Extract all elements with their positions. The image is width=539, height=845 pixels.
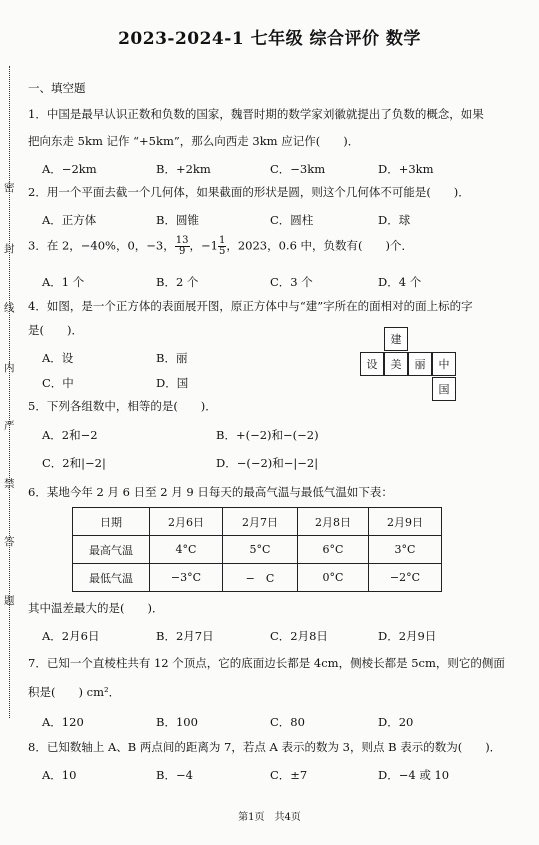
seal-char: 禁 (4, 478, 15, 490)
q3-option-c: C．3 个 (270, 275, 313, 289)
cube-net-face: 建 (384, 327, 408, 351)
section-heading: 一、填空题 (28, 81, 86, 95)
table-cell: −3°C (150, 564, 223, 592)
table-row (73, 564, 442, 592)
q3-option-b: B．2 个 (156, 275, 199, 289)
table-header-cell: 2月8日 (298, 508, 369, 536)
seal-char: 封 (4, 243, 15, 255)
question-1-text: 把向东走 5km 记作 “+5km”，那么向西走 3km 应记作( )． (28, 134, 360, 148)
seal-char: 题 (4, 595, 15, 607)
temperature-table (72, 507, 442, 592)
q3-text-pre: 3．在 2，−40%，0，−3， (28, 238, 175, 253)
q2-option-d: D．球 (378, 213, 411, 227)
table-header-cell: 2月7日 (223, 508, 298, 536)
question-5-text: 5．下列各组数中，相等的是( )． (28, 399, 217, 413)
cube-net-face: 国 (432, 377, 456, 401)
q4-option-c: C．中 (42, 376, 74, 390)
table-header-cell: 2月6日 (150, 508, 223, 536)
q6-option-b: B．2月7日 (156, 629, 214, 643)
q2-option-c: C．圆柱 (270, 213, 314, 227)
q4-option-a: A．设 (42, 351, 74, 365)
q8-option-b: B．−4 (156, 768, 193, 782)
question-2-text: 2．用一个平面去截一个几何体，如果截面的形状是圆，则这个几何体不可能是( )． (28, 185, 470, 199)
table-cell: 最低气温 (73, 564, 150, 592)
q4-option-d: D．国 (156, 376, 189, 390)
q2-option-b: B．圆锥 (156, 213, 199, 227)
page-title: 2023-2024-1 七年级 综合评价 数学 (118, 29, 421, 49)
table-cell: 6°C (298, 536, 369, 564)
question-4-text: 4．如图，是一个正方体的表面展开图，原正方体中与“建”字所在的面相对的面上标的字 (28, 299, 473, 313)
q3-option-d: D．4 个 (378, 275, 422, 289)
question-1-text: 1．中国是最早认识正数和负数的国家，魏晋时期的数学家刘徽就提出了负数的概念，如果 (28, 107, 484, 121)
fraction-numerator: 1 (218, 235, 226, 246)
q7-option-d: D．20 (378, 715, 414, 729)
q6-option-a: A．2月6日 (42, 629, 100, 643)
question-4-text: 是( )． (28, 323, 83, 337)
seal-char: 答 (4, 536, 15, 548)
q3-option-a: A．1 个 (42, 275, 85, 289)
cube-net-face: 设 (360, 352, 384, 376)
q8-option-c: C．±7 (270, 768, 308, 782)
q1-option-a: A．−2km (42, 162, 97, 176)
table-cell: 最高气温 (73, 536, 150, 564)
question-8-text: 8．已知数轴上 A、B 两点间的距离为 7，若点 A 表示的数为 3，则点 B 表示的数为( )． (28, 740, 502, 754)
q1-option-b: B．+2km (156, 162, 211, 176)
table-cell: 3°C (369, 536, 442, 564)
q3-text-post: ，2023，0.6 中，负数有( )个． (226, 238, 414, 253)
question-7-text: 积是( ) cm²． (28, 685, 121, 699)
table-cell: − C (223, 564, 298, 592)
q8-option-d: D．−4 或 10 (378, 768, 450, 782)
table-cell: 5°C (223, 536, 298, 564)
q7-option-b: B．100 (156, 715, 198, 729)
fraction-numerator: 13 (175, 235, 189, 246)
q7-option-c: C．80 (270, 715, 305, 729)
table-row (73, 536, 442, 564)
binding-dotted-line (9, 66, 10, 718)
question-6-text: 6．某地今年 2 月 6 日至 2 月 9 日每天的最高气温与最低气温如下表： (28, 485, 393, 499)
seal-char: 线 (4, 302, 15, 314)
table-cell: 0°C (298, 564, 369, 592)
seal-char: 密 (4, 182, 15, 194)
table-cell: 4°C (150, 536, 223, 564)
q3-fraction-1 (175, 236, 190, 257)
cube-net-face: 丽 (408, 352, 432, 376)
q2-option-a: A．正方体 (42, 213, 97, 227)
cube-net-face: 中 (432, 352, 456, 376)
seal-char: 严 (4, 420, 15, 432)
fraction-denominator: 5 (218, 246, 226, 257)
table-cell: −2°C (369, 564, 442, 592)
table-header-row (73, 508, 442, 536)
q6-option-c: C．2月8日 (270, 629, 328, 643)
question-7-text: 7．已知一个直棱柱共有 12 个顶点，它的底面边长都是 4cm，侧棱长都是 5cm，则它的侧面 (28, 656, 505, 670)
fraction-denominator: 9 (178, 246, 186, 257)
q1-option-d: D．+3km (378, 162, 434, 176)
table-header-cell: 2月9日 (369, 508, 442, 536)
cube-net-face: 美 (384, 352, 408, 376)
q6-option-d: D．2月9日 (378, 629, 437, 643)
q5-option-a: A．2和−2 (42, 428, 98, 442)
q3-text-mid: ，−1 (189, 238, 218, 253)
q1-option-c: C．−3km (270, 162, 326, 176)
table-header-cell: 日期 (73, 508, 150, 536)
question-3-text (28, 236, 413, 257)
seal-char: 内 (4, 362, 15, 374)
q4-option-b: B．丽 (156, 351, 188, 365)
q8-option-a: A．10 (42, 768, 77, 782)
q5-option-c: C．2和|−2| (42, 456, 106, 470)
q7-option-a: A．120 (42, 715, 84, 729)
page-footer: 第1页 共4页 (238, 812, 301, 823)
q5-option-d: D．−(−2)和−|−2| (216, 456, 319, 470)
question-6-text: 其中温差最大的是( )． (28, 601, 164, 615)
q5-option-b: B．+(−2)和−(−2) (216, 428, 319, 442)
